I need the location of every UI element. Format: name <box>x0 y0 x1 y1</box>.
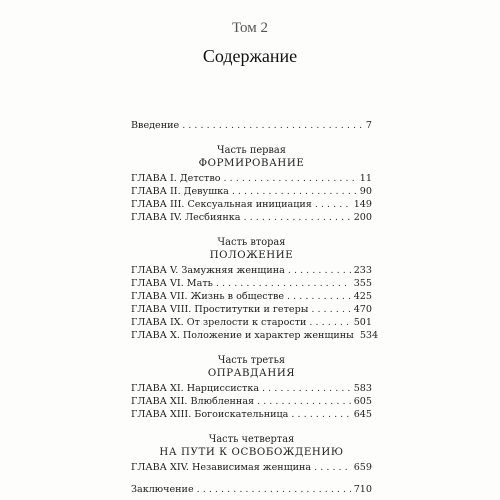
dot-leader <box>257 395 351 408</box>
toc-entry-label: ГЛАВА XIII. Богоискательница <box>131 409 289 420</box>
toc-entry <box>131 211 372 224</box>
toc-entry <box>131 172 372 185</box>
dot-leader <box>216 277 351 290</box>
toc-entry-page: 233 <box>353 265 372 276</box>
volume-label: Том 2 <box>232 20 268 36</box>
part-name: Часть первая <box>217 145 286 156</box>
toc-entry-page: 470 <box>353 304 372 315</box>
dot-leader <box>314 461 351 474</box>
toc-entry-page: 534 <box>359 330 379 341</box>
toc-entry-label: ГЛАВА II. Девушка <box>131 186 229 197</box>
toc-entry <box>131 185 372 198</box>
dot-leader <box>311 303 350 316</box>
table-of-contents <box>131 119 379 496</box>
dot-leader <box>182 119 363 132</box>
dot-leader <box>288 264 351 277</box>
toc-entry-label: Заключение <box>131 484 194 495</box>
toc-entry-page: 605 <box>353 396 372 407</box>
dot-leader <box>287 290 351 303</box>
toc-entry <box>131 461 372 474</box>
toc-entry-label: ГЛАВА VII. Жизнь в обществе <box>131 291 285 302</box>
part-title: ФОРМИРОВАНИЕ <box>198 158 305 169</box>
toc-entry-label: ГЛАВА VIII. Проститутки и гетеры <box>131 304 309 315</box>
toc-entry <box>131 316 372 329</box>
part-heading <box>131 236 372 262</box>
dot-leader <box>232 185 357 198</box>
toc-entry-label: ГЛАВА VI. Мать <box>131 278 213 289</box>
toc-entry <box>131 303 372 316</box>
toc-entry-page: 200 <box>353 212 372 223</box>
toc-entry-label: ГЛАВА IV. Лесбиянка <box>131 212 241 223</box>
toc-entry-page: 425 <box>353 291 372 302</box>
dot-leader <box>244 211 351 224</box>
toc-entry-intro <box>131 119 372 132</box>
dot-leader <box>309 316 350 329</box>
toc-entry-page: 11 <box>359 173 372 184</box>
toc-entry <box>131 198 372 211</box>
toc-entry <box>131 408 372 421</box>
toc-entry-label: ГЛАВА IX. От зрелости к старости <box>131 317 307 328</box>
toc-entry <box>131 264 372 277</box>
toc-entry-page: 659 <box>353 462 372 473</box>
part-title: ОПРАВДАНИЯ <box>207 368 296 379</box>
part-title: НА ПУТИ К ОСВОБОЖДЕНИЮ <box>159 447 344 458</box>
toc-entry-page: 7 <box>365 120 372 131</box>
toc-entry <box>131 290 372 303</box>
dot-leader <box>291 408 350 421</box>
dot-leader <box>224 172 357 185</box>
toc-entry-page: 710 <box>353 484 372 495</box>
part-name: Часть третья <box>217 355 286 366</box>
dot-leader <box>197 483 351 496</box>
toc-entry-page: 355 <box>353 278 372 289</box>
toc-entry-label: ГЛАВА XIV. Независимая женщина <box>131 462 312 473</box>
toc-entry <box>131 329 379 342</box>
toc-entry-page: 645 <box>353 409 372 420</box>
toc-entry-label: ГЛАВА III. Сексуальная инициация <box>131 199 312 210</box>
toc-entry-label: ГЛАВА XII. Влюбленная <box>131 396 255 407</box>
toc-entry-page: 583 <box>353 383 372 394</box>
dot-leader <box>262 382 351 395</box>
part-heading <box>131 433 372 459</box>
toc-entry-conclusion <box>131 483 372 496</box>
toc-entry-label: ГЛАВА XI. Нарциссистка <box>131 383 260 394</box>
part-name: Часть вторая <box>217 237 286 248</box>
part-heading <box>131 144 372 170</box>
page-title: Содержание <box>202 46 298 66</box>
toc-entry-page: 90 <box>359 186 372 197</box>
part-heading <box>131 354 372 380</box>
dot-leader <box>315 198 351 211</box>
toc-entry-page: 501 <box>353 317 372 328</box>
toc-entry-label: ГЛАВА V. Замужняя женщина <box>131 265 285 276</box>
part-name: Часть четвертая <box>208 434 295 445</box>
toc-entry-label: ГЛАВА I. Детство <box>131 173 221 184</box>
toc-entry <box>131 382 372 395</box>
toc-entry-page: 149 <box>353 199 372 210</box>
toc-entry <box>131 395 372 408</box>
part-title: ПОЛОЖЕНИЕ <box>209 250 294 261</box>
toc-entry <box>131 277 372 290</box>
toc-entry-label: Введение <box>131 120 180 131</box>
toc-entry-label: ГЛАВА X. Положение и характер женщины <box>131 330 354 341</box>
